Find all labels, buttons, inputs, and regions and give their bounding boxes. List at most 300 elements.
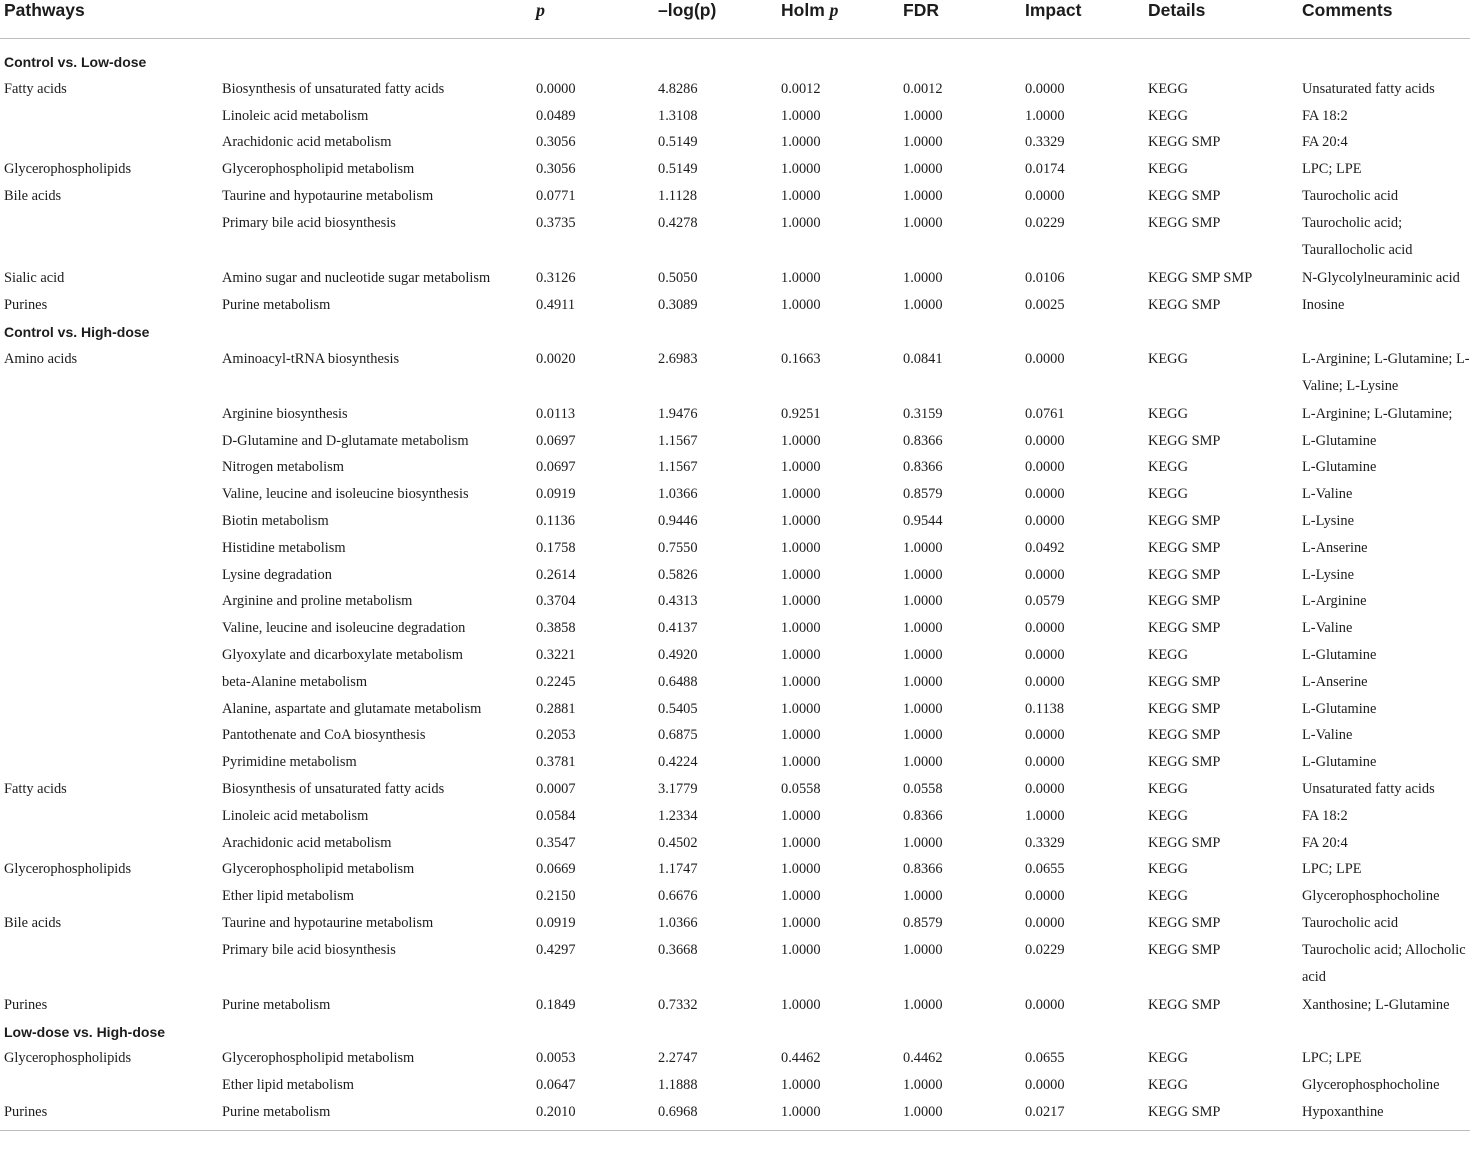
- neg-log-p-cell: 1.0366: [658, 915, 698, 932]
- impact-cell: 0.0000: [1025, 513, 1065, 530]
- table-row: [0, 76, 1470, 103]
- holm-p-cell: 1.0000: [781, 161, 821, 178]
- neg-log-p-cell: 1.3108: [658, 107, 698, 124]
- pathway-name-cell: Histidine metabolism: [222, 539, 346, 556]
- table-row: [0, 508, 1470, 535]
- holm-p-cell: 1.0000: [781, 593, 821, 610]
- neg-log-p-cell: 0.9446: [658, 513, 698, 530]
- fdr-cell: 1.0000: [903, 700, 943, 717]
- neg-log-p-cell: 0.7332: [658, 996, 698, 1013]
- impact-cell: 0.0000: [1025, 432, 1065, 449]
- fdr-cell: 0.0558: [903, 781, 943, 798]
- holm-p-cell: 1.0000: [781, 134, 821, 151]
- p-value-cell: 0.3735: [536, 214, 576, 231]
- pathway-name-cell: Ether lipid metabolism: [222, 1077, 354, 1094]
- holm-p-cell: 1.0000: [781, 459, 821, 476]
- header-details: Details: [1144, 0, 1298, 39]
- neg-log-p-cell: 0.4278: [658, 214, 698, 231]
- pathway-group-cell: [0, 803, 218, 830]
- neg-log-p-cell: 1.1567: [658, 432, 698, 449]
- table-row: [0, 615, 1470, 642]
- p-value-cell: 0.0647: [536, 1077, 576, 1094]
- impact-cell: 1.0000: [1025, 107, 1065, 124]
- details-cell: KEGG: [1148, 1077, 1188, 1094]
- p-value-cell: 0.0919: [536, 915, 576, 932]
- comments-cell: Unsaturated fatty acids: [1302, 781, 1435, 798]
- neg-log-p-cell: 0.5050: [658, 269, 698, 286]
- details-cell: KEGG: [1148, 861, 1188, 878]
- pathway-group-cell: [0, 722, 218, 749]
- details-cell: KEGG SMP: [1148, 593, 1221, 610]
- holm-p-cell: 1.0000: [781, 214, 821, 231]
- p-value-cell: 0.2881: [536, 700, 576, 717]
- details-cell: KEGG SMP: [1148, 214, 1221, 231]
- pathway-group-cell: Bile acids: [4, 187, 62, 204]
- impact-cell: 0.0106: [1025, 269, 1065, 286]
- p-value-cell: 0.3056: [536, 161, 576, 178]
- neg-log-p-cell: 0.5405: [658, 700, 698, 717]
- details-cell: KEGG: [1148, 405, 1188, 422]
- pathway-group-cell: Sialic acid: [4, 269, 65, 286]
- fdr-cell: 0.8579: [903, 486, 943, 503]
- table-row: [0, 749, 1470, 776]
- neg-log-p-cell: 0.3668: [658, 941, 698, 958]
- pathway-group-cell: [0, 883, 218, 910]
- details-cell: KEGG SMP: [1148, 673, 1221, 690]
- impact-cell: 0.0174: [1025, 161, 1065, 178]
- fdr-cell: 1.0000: [903, 214, 943, 231]
- impact-cell: 0.0229: [1025, 941, 1065, 958]
- comments-cell: FA 20:4: [1302, 834, 1348, 851]
- pathway-name-cell: Amino sugar and nucleotide sugar metabolism: [222, 269, 491, 286]
- fdr-cell: 1.0000: [903, 673, 943, 690]
- neg-log-p-cell: 0.6676: [658, 888, 698, 905]
- table-row: [0, 210, 1470, 265]
- table-row: [0, 856, 1470, 883]
- comments-cell: FA 18:2: [1302, 807, 1348, 824]
- neg-log-p-cell: 0.6875: [658, 727, 698, 744]
- pathway-group-cell: [0, 1072, 218, 1099]
- neg-log-p-cell: 0.4224: [658, 754, 698, 771]
- comments-cell: L-Valine: [1302, 620, 1353, 637]
- pathway-name-cell: Valine, leucine and isoleucine biosynthesis: [222, 486, 469, 503]
- fdr-cell: 0.9544: [903, 513, 943, 530]
- p-value-cell: 0.3858: [536, 620, 576, 637]
- holm-p-cell: 1.0000: [781, 486, 821, 503]
- p-value-cell: 0.0007: [536, 781, 576, 798]
- pathway-group-cell: [0, 481, 218, 508]
- details-cell: KEGG SMP: [1148, 941, 1221, 958]
- table-row: [0, 937, 1470, 992]
- pathway-name-cell: Purine metabolism: [218, 1099, 532, 1130]
- pathway-group-cell: Glycerophospholipids: [4, 861, 132, 878]
- holm-p-cell: 0.1663: [781, 350, 821, 367]
- holm-p-cell: 1.0000: [781, 807, 821, 824]
- neg-log-p-cell: 0.4313: [658, 593, 698, 610]
- fdr-cell: 1.0000: [903, 888, 943, 905]
- pathway-name-cell: Purine metabolism: [222, 297, 331, 314]
- comments-cell: L-Anserine: [1302, 539, 1368, 556]
- header-neg-log-p: –log(p): [654, 0, 777, 39]
- p-value-cell: 0.0584: [536, 807, 576, 824]
- pathway-name-cell: Linoleic acid metabolism: [222, 807, 369, 824]
- table-row: [0, 103, 1470, 130]
- neg-log-p-cell: 2.2747: [658, 1050, 698, 1067]
- comments-cell: Taurocholic acid; Allocholic acid: [1302, 941, 1466, 986]
- pathway-group-cell: Glycerophospholipids: [4, 161, 132, 178]
- pathway-name-cell: Primary bile acid biosynthesis: [222, 941, 396, 958]
- comments-cell: Taurocholic acid; Taurallocholic acid: [1302, 214, 1413, 259]
- holm-p-cell: 1.0000: [781, 996, 821, 1013]
- details-cell: KEGG SMP: [1148, 187, 1221, 204]
- table-row: [0, 642, 1470, 669]
- details-cell: KEGG: [1148, 1050, 1188, 1067]
- comments-cell: L-Glutamine: [1302, 432, 1377, 449]
- details-cell: KEGG SMP: [1148, 996, 1221, 1013]
- neg-log-p-cell: 0.6488: [658, 673, 698, 690]
- pathway-name-cell: Alanine, aspartate and glutamate metabolism: [222, 700, 482, 717]
- header-holm-p: [777, 0, 899, 39]
- neg-log-p-cell: 1.9476: [658, 405, 698, 422]
- pathway-name-cell: D-Glutamine and D-glutamate metabolism: [222, 432, 469, 449]
- comments-cell: Taurocholic acid: [1302, 187, 1399, 204]
- fdr-cell: 1.0000: [903, 297, 943, 314]
- impact-cell: 0.0000: [1025, 187, 1065, 204]
- p-value-cell: 0.4297: [536, 941, 576, 958]
- neg-log-p-cell: 1.1747: [658, 861, 698, 878]
- details-cell: KEGG: [1148, 107, 1188, 124]
- fdr-cell: 1.0000: [903, 620, 943, 637]
- neg-log-p-cell: 0.5149: [658, 161, 698, 178]
- neg-log-p-cell: 0.6968: [654, 1099, 777, 1130]
- fdr-cell: 1.0000: [903, 134, 943, 151]
- table-row: [0, 454, 1470, 481]
- table-row: [0, 428, 1470, 455]
- pathway-name-cell: Glycerophospholipid metabolism: [222, 1050, 415, 1067]
- fdr-cell: 0.8366: [903, 459, 943, 476]
- neg-log-p-cell: 0.4920: [658, 647, 698, 664]
- comments-cell: L-Valine: [1302, 486, 1353, 503]
- comments-cell: LPC; LPE: [1302, 161, 1362, 178]
- impact-cell: 0.0579: [1025, 593, 1065, 610]
- pathway-name-cell: Pyrimidine metabolism: [222, 754, 357, 771]
- fdr-cell: 1.0000: [899, 1099, 1021, 1130]
- comments-cell: L-Glutamine: [1302, 700, 1377, 717]
- pathway-group-cell: Purines: [0, 1099, 218, 1130]
- comments-cell: N-Glycolylneuraminic acid: [1302, 269, 1460, 286]
- pathway-group-cell: [0, 749, 218, 776]
- pathway-name-cell: Purine metabolism: [222, 996, 331, 1013]
- details-cell: KEGG: [1148, 486, 1188, 503]
- neg-log-p-cell: 1.0366: [658, 486, 698, 503]
- details-cell: KEGG SMP: [1148, 620, 1221, 637]
- holm-p-cell: 0.9251: [781, 405, 821, 422]
- impact-cell: 0.3329: [1025, 834, 1065, 851]
- table-row: [0, 669, 1470, 696]
- comments-cell: FA 18:2: [1302, 107, 1348, 124]
- impact-cell: 0.0492: [1025, 539, 1065, 556]
- pathway-group-cell: Glycerophospholipids: [4, 1050, 132, 1067]
- details-cell: KEGG SMP: [1148, 566, 1221, 583]
- holm-p-cell: 0.0012: [781, 80, 821, 97]
- comments-cell: Glycerophosphocholine: [1302, 1077, 1440, 1094]
- pathway-group-cell: Fatty acids: [4, 80, 67, 97]
- pathway-group-cell: [0, 401, 218, 428]
- comments-cell: L-Arginine: [1302, 593, 1367, 610]
- pathway-group-cell: [0, 129, 218, 156]
- details-cell: KEGG: [1148, 781, 1188, 798]
- p-value-cell: 0.3704: [536, 593, 576, 610]
- p-value-cell: 0.0113: [536, 405, 576, 422]
- fdr-cell: 1.0000: [903, 1077, 943, 1094]
- pathway-name-cell: Nitrogen metabolism: [222, 459, 344, 476]
- fdr-cell: 0.3159: [903, 405, 943, 422]
- p-value-cell: 0.1758: [536, 539, 576, 556]
- p-value-cell: 0.2150: [536, 888, 576, 905]
- p-value-cell: 0.0669: [536, 861, 576, 878]
- neg-log-p-cell: 1.1888: [658, 1077, 698, 1094]
- impact-cell: 0.0000: [1025, 647, 1065, 664]
- comments-cell: Hypoxanthine: [1298, 1099, 1470, 1130]
- comments-cell: L-Valine: [1302, 727, 1353, 744]
- impact-cell: 0.0229: [1025, 214, 1065, 231]
- comments-cell: L-Anserine: [1302, 673, 1368, 690]
- pathway-group-cell: [0, 535, 218, 562]
- table-row: [0, 1072, 1470, 1099]
- fdr-cell: 0.8366: [903, 807, 943, 824]
- holm-p-cell: 1.0000: [777, 1099, 899, 1130]
- details-cell: KEGG SMP: [1144, 1099, 1298, 1130]
- p-value-cell: 0.1136: [536, 513, 576, 530]
- table-row: [0, 183, 1470, 210]
- p-value-cell: 0.0053: [536, 1050, 576, 1067]
- p-value-cell: 0.0771: [536, 187, 576, 204]
- table-row: [0, 1045, 1470, 1072]
- comments-cell: Xanthosine; L-Glutamine: [1302, 996, 1450, 1013]
- section-label: Control vs. High-dose: [4, 324, 150, 341]
- impact-cell: 0.0000: [1025, 620, 1065, 637]
- neg-log-p-cell: 3.1779: [658, 781, 698, 798]
- holm-p-cell: 1.0000: [781, 941, 821, 958]
- details-cell: KEGG SMP: [1148, 539, 1221, 556]
- fdr-cell: 0.8366: [903, 432, 943, 449]
- details-cell: KEGG SMP SMP: [1148, 269, 1253, 286]
- p-value-cell: 0.0697: [536, 459, 576, 476]
- details-cell: KEGG SMP: [1148, 915, 1221, 932]
- impact-cell: 0.0000: [1025, 781, 1065, 798]
- impact-cell: 0.0761: [1025, 405, 1065, 422]
- table-row: [0, 265, 1470, 293]
- impact-cell: 0.0000: [1025, 996, 1065, 1013]
- comments-cell: Glycerophosphocholine: [1302, 888, 1440, 905]
- pathway-name-cell: Ether lipid metabolism: [222, 888, 354, 905]
- fdr-cell: 1.0000: [903, 269, 943, 286]
- details-cell: KEGG: [1148, 647, 1188, 664]
- impact-cell: 0.0217: [1021, 1099, 1144, 1130]
- p-value-cell: 0.1849: [536, 996, 576, 1013]
- table-row: [0, 830, 1470, 857]
- pathway-group-cell: [0, 562, 218, 589]
- holm-p-cell: 1.0000: [781, 727, 821, 744]
- pathway-name-cell: Glycerophospholipid metabolism: [222, 161, 415, 178]
- fdr-cell: 1.0000: [903, 539, 943, 556]
- p-value-cell: 0.0020: [536, 350, 576, 367]
- pathway-group-cell: [0, 428, 218, 455]
- pathway-name-cell: Valine, leucine and isoleucine degradation: [222, 620, 466, 637]
- holm-p-cell: 1.0000: [781, 539, 821, 556]
- fdr-cell: 1.0000: [903, 727, 943, 744]
- pathway-group-cell: [0, 642, 218, 669]
- holm-p-cell: 1.0000: [781, 269, 821, 286]
- fdr-cell: 0.4462: [903, 1050, 943, 1067]
- pathway-group-cell: Amino acids: [4, 350, 78, 367]
- table-row: [0, 481, 1470, 508]
- header-blank: [218, 0, 532, 39]
- fdr-cell: 1.0000: [903, 593, 943, 610]
- pathway-group-cell: [0, 696, 218, 723]
- details-cell: KEGG SMP: [1148, 754, 1221, 771]
- pathway-name-cell: Biosynthesis of unsaturated fatty acids: [222, 781, 445, 798]
- p-value-cell: 0.3126: [536, 269, 576, 286]
- pathway-name-cell: Primary bile acid biosynthesis: [222, 214, 396, 231]
- pathway-name-cell: Arginine and proline metabolism: [222, 593, 413, 610]
- p-value-cell: 0.4911: [536, 297, 576, 314]
- fdr-cell: 1.0000: [903, 996, 943, 1013]
- neg-log-p-cell: 2.6983: [658, 350, 698, 367]
- holm-p-cell: 1.0000: [781, 834, 821, 851]
- table-row: [0, 562, 1470, 589]
- pathway-name-cell: Taurine and hypotaurine metabolism: [222, 187, 434, 204]
- header-p: p: [532, 0, 654, 39]
- details-cell: KEGG: [1148, 161, 1188, 178]
- comments-cell: L-Glutamine: [1302, 459, 1377, 476]
- impact-cell: 0.0000: [1025, 915, 1065, 932]
- details-cell: KEGG SMP: [1148, 297, 1221, 314]
- holm-p-cell: 1.0000: [781, 297, 821, 314]
- header-pathways: Pathways: [0, 0, 218, 39]
- section-header-row: [0, 319, 1470, 346]
- holm-p-cell: 1.0000: [781, 107, 821, 124]
- table-row: [0, 588, 1470, 615]
- pathway-group-cell: [0, 103, 218, 130]
- pathway-name-cell: Biotin metabolism: [222, 513, 329, 530]
- details-cell: KEGG SMP: [1148, 727, 1221, 744]
- p-value-cell: 0.2010: [532, 1099, 654, 1130]
- impact-cell: 0.0000: [1025, 459, 1065, 476]
- comments-cell: Taurocholic acid: [1302, 915, 1399, 932]
- neg-log-p-cell: 0.5149: [658, 134, 698, 151]
- pathway-group-cell: Purines: [4, 297, 48, 314]
- section-label: Control vs. Low-dose: [4, 54, 147, 70]
- table-row: [0, 992, 1470, 1019]
- p-value-cell: 0.0919: [536, 486, 576, 503]
- pathway-group-cell: [0, 210, 218, 265]
- comments-cell: L-Glutamine: [1302, 647, 1377, 664]
- impact-cell: 1.0000: [1025, 807, 1065, 824]
- impact-cell: 0.0000: [1025, 1077, 1065, 1094]
- pathway-name-cell: Linoleic acid metabolism: [222, 107, 369, 124]
- details-cell: KEGG SMP: [1148, 134, 1221, 151]
- comments-cell: L-Glutamine: [1302, 754, 1377, 771]
- holm-p-cell: 1.0000: [781, 647, 821, 664]
- fdr-cell: 1.0000: [903, 834, 943, 851]
- impact-cell: 0.0000: [1025, 486, 1065, 503]
- pathway-group-cell: [0, 937, 218, 992]
- holm-p-cell: 1.0000: [781, 888, 821, 905]
- details-cell: KEGG SMP: [1148, 432, 1221, 449]
- comments-cell: L-Lysine: [1302, 566, 1354, 583]
- p-value-cell: 0.0697: [536, 432, 576, 449]
- impact-cell: 0.3329: [1025, 134, 1065, 151]
- section-label: Low-dose vs. High-dose: [4, 1023, 166, 1040]
- p-value-cell: 0.2053: [536, 727, 576, 744]
- fdr-cell: 1.0000: [903, 161, 943, 178]
- fdr-cell: 0.0841: [903, 350, 943, 367]
- holm-p-cell: 1.0000: [781, 620, 821, 637]
- holm-p-cell: 1.0000: [781, 700, 821, 717]
- fdr-cell: 1.0000: [903, 187, 943, 204]
- holm-p-cell: 1.0000: [781, 673, 821, 690]
- table-row: [0, 910, 1470, 937]
- header-holm-label: Holm: [781, 0, 830, 20]
- comments-cell: L-Arginine; L-Glutamine;: [1302, 405, 1453, 422]
- neg-log-p-cell: 0.5826: [658, 566, 698, 583]
- impact-cell: 0.0000: [1025, 673, 1065, 690]
- impact-cell: 0.0025: [1025, 297, 1065, 314]
- pathway-name-cell: beta-Alanine metabolism: [222, 673, 368, 690]
- comments-cell: L-Arginine; L-Glutamine; L-Valine; L-Lysine: [1302, 350, 1470, 395]
- neg-log-p-cell: 0.3089: [658, 297, 698, 314]
- header-comments: Comments: [1298, 0, 1470, 39]
- neg-log-p-cell: 1.1128: [658, 187, 698, 204]
- fdr-cell: 0.8366: [903, 861, 943, 878]
- neg-log-p-cell: 0.4137: [658, 620, 698, 637]
- details-cell: KEGG: [1148, 888, 1188, 905]
- fdr-cell: 1.0000: [903, 941, 943, 958]
- pathway-group-cell: Bile acids: [4, 915, 62, 932]
- p-value-cell: 0.3221: [536, 647, 576, 664]
- pathway-group-cell: [0, 588, 218, 615]
- comments-cell: Unsaturated fatty acids: [1302, 80, 1435, 97]
- holm-p-cell: 1.0000: [781, 915, 821, 932]
- pathway-name-cell: Arachidonic acid metabolism: [222, 834, 392, 851]
- holm-p-cell: 1.0000: [781, 432, 821, 449]
- impact-cell: 0.0000: [1025, 754, 1065, 771]
- details-cell: KEGG: [1148, 80, 1188, 97]
- header-holm-p-italic: p: [829, 0, 839, 20]
- impact-cell: 0.0000: [1025, 888, 1065, 905]
- pathway-group-cell: [0, 615, 218, 642]
- pathway-name-cell: Arachidonic acid metabolism: [222, 134, 392, 151]
- section-header-row: [0, 39, 1470, 76]
- details-cell: KEGG SMP: [1148, 834, 1221, 851]
- pathway-name-cell: Lysine degradation: [222, 566, 332, 583]
- table-row: [0, 401, 1470, 428]
- p-value-cell: 0.3781: [536, 754, 576, 771]
- details-cell: KEGG: [1148, 350, 1188, 367]
- pathway-group-cell: Fatty acids: [4, 781, 67, 798]
- pathway-group-cell: [0, 830, 218, 857]
- table-row: [0, 696, 1470, 723]
- pathway-name-cell: Glycerophospholipid metabolism: [222, 861, 415, 878]
- holm-p-cell: 1.0000: [781, 861, 821, 878]
- holm-p-cell: 1.0000: [781, 566, 821, 583]
- section-header-row: [0, 1019, 1470, 1046]
- holm-p-cell: 1.0000: [781, 754, 821, 771]
- neg-log-p-cell: 1.2334: [658, 807, 698, 824]
- fdr-cell: 0.0012: [903, 80, 943, 97]
- table-body: [0, 39, 1470, 1131]
